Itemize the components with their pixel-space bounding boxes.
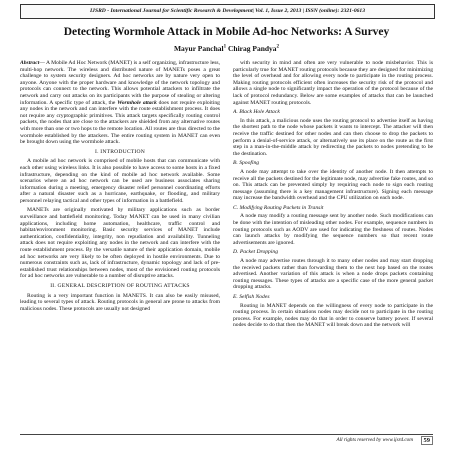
abstract-text-continued: does not require exploiting any nodes in the network and can interfere with the route establishment process. It does not require any cryptographic primitives. This attack targets specifically routing control packets, the nodes that are close to the attackers are shielded from any alternative routes with more than one or two hops to the remote location. All routes are thus directed to the wormhole established by the attackers. The entire routing system in MANET can even be brought down using the wormhole attack. — [20, 99, 220, 146]
left-column — [20, 60, 220, 430]
selfish-nodes-paragraph: Routing in MANET depends on the willingness of every node to participate in the routing process. In certain situations nodes may decide not to participate in the routing process. For example, nodes may do that in order to conserve battery power. If several nodes decide to do that then the MANET will break down and the network will — [233, 302, 433, 329]
subheading-selfish-nodes: E. Selfish Nodes — [233, 294, 270, 300]
section-heading-routing-attacks: II. GENERAL DESCRIPTION OF ROUTING ATTACKS — [50, 283, 190, 289]
author-1: Mayur Panchal — [173, 44, 224, 53]
modifying-packets-paragraph: A node may modify a routing message sent by another node. Such modifications can be done with the intention of misleading other nodes. For example, sequence numbers in routing protocols such as AODV are used for indicating the freshness of routes. Nodes can launch attacks by modifying the sequence numbers so that recent route advertisements are ignored. — [233, 213, 433, 246]
packet-dropping-paragraph: A node may advertise routes through it to many other nodes and may start dropping the received packets rather than forwarding them to the next hop based on the routes advertised. Another variation of this attack is when a node drops packets containing routing messages. These types of attacks are a specific case of the more general packet dropping attacks. — [233, 258, 433, 291]
right-column — [233, 60, 433, 430]
subheading-packet-dropping: D. Packet Dropping — [233, 249, 278, 256]
paper-title: Detecting Wormhole Attack in Mobile Ad-hoc Networks: A Survey — [63, 26, 390, 38]
spoofing-paragraph: A node may attempt to take over the identity of another node. It then attempts to receive all the packets destined for the legitimate node, may advertise fake routes, and so on. This attack can be prevented simply by requiring each node to sign each routing message (assuming there is a key management infrastructure). Signing each message may increase the bandwidth overhead and the CPU utilization on each node. — [233, 168, 433, 202]
author-2: Chirag Pandya — [227, 44, 277, 53]
author-line — [20, 44, 433, 53]
subheading-black-hole: A. Black Hole Attack — [233, 109, 280, 116]
abstract-text: — A Mobile Ad Hoc Network (MANET) is a self organizing, infrastructure less, multi-hop network. The wireless and distributed nature of MANETs poses a great challenge to system security designers. Ad hoc networks are by nature very open to anyone. Anyone with the proper hardware and knowledge of the network topology and protocols can connect to the network. This allows potential attackers to infiltrate the network and carry out attacks on its participants with the purpose of stealing or altering information. A specific type of attack, the — [20, 60, 220, 106]
author-1-affiliation: 1 — [223, 44, 227, 50]
abstract-keyword: Wormhole attack — [117, 99, 157, 106]
section-heading-introduction: I. INTRODUCTION — [95, 148, 145, 155]
page-number: 59 — [421, 436, 434, 445]
black-hole-paragraph: In this attack, a malicious node uses the routing protocol to advertise itself as having the shortest path to the node whose packets it wants to intercept. The attacker will then receive the traffic destined for other nodes and can then choose to drop the packets to perform a denial-of-service attack, or alternatively use its place on the route as the first step in a man-in-the-middle attack by redirecting the packets to nodes pretending to be the destination. — [233, 117, 433, 157]
journal-header: IJSRD - International Journal for Scientific Research & Development| Vol. 1, Issue 2, 2013 | ISSN (online): 2321-0613 — [20, 4, 435, 19]
footer-divider — [20, 434, 433, 435]
abstract — [20, 60, 220, 146]
intro-paragraph-2: MANETs are originally motivated by military applications such as border surveillance and battlefield monitoring. Today MANET can be used in many civilian applications, including home automation, healthcare, traffic control and habitat/environment monitoring. Basic security services of MANET include authentication, confidentiality, integrity, non repudiation and availability. Tunneling attack does not require exploiting any nodes in the network and can interfere with the route establishment process. By the versatile nature of their application domain, mobile ad hoc networks are very likely to be often deployed in hostile environments. Due to numerous constraints such as, lack of infrastructure, dynamic topology and lack of pre-established trust relationships between nodes, most of the envisioned routing protocols for ad hoc networks are vulnerable to a number of disruptive attacks. — [20, 207, 220, 280]
abstract-label: Abstract — [20, 60, 40, 66]
author-2-affiliation: 2 — [276, 44, 280, 50]
subheading-modifying-packets: C. Modifying Routing Packets in Transit — [233, 204, 324, 211]
routing-attacks-paragraph: Routing is a very important function in MANETS. It can also be easily misused, leading to several types of attack. Routing protocols in general are prone to attacks from malicious nodes. These protocols are usually not designed — [20, 292, 220, 312]
footer-rights: All rights reserved by www.ijsrd.com — [336, 437, 413, 443]
routing-attacks-continued: with security in mind and often are very vulnerable to node misbehavior. This is particularly true for MANET routing protocols because they are designed for minimizing the level of overhead and for allowing every node to participate in the routing process. Making routing protocols efficient often increases the security risk of the protocol and allows a single node to significantly impact the operation of the protocol because of the lack of protocol redundancy. Below are some examples of attacks that can be launched against MANET routing protocols. — [233, 60, 433, 106]
subheading-spoofing: B. Spoofing — [233, 160, 260, 167]
intro-paragraph-1: A mobile ad hoc network is comprised of mobile hosts that can communicate with each other using wireless links. It is also possible to have access to some hosts in a fixed infrastructure, depending on the kind of mobile ad hoc network available. Some scenarios where an ad hoc network can be used are business associates sharing information during a meeting, emergency disaster relief personnel coordinating efforts after a natural disaster such as a hurricane, earthquake, or flooding, and military personnel relaying tactical and other types of information in a battlefield. — [20, 158, 220, 204]
